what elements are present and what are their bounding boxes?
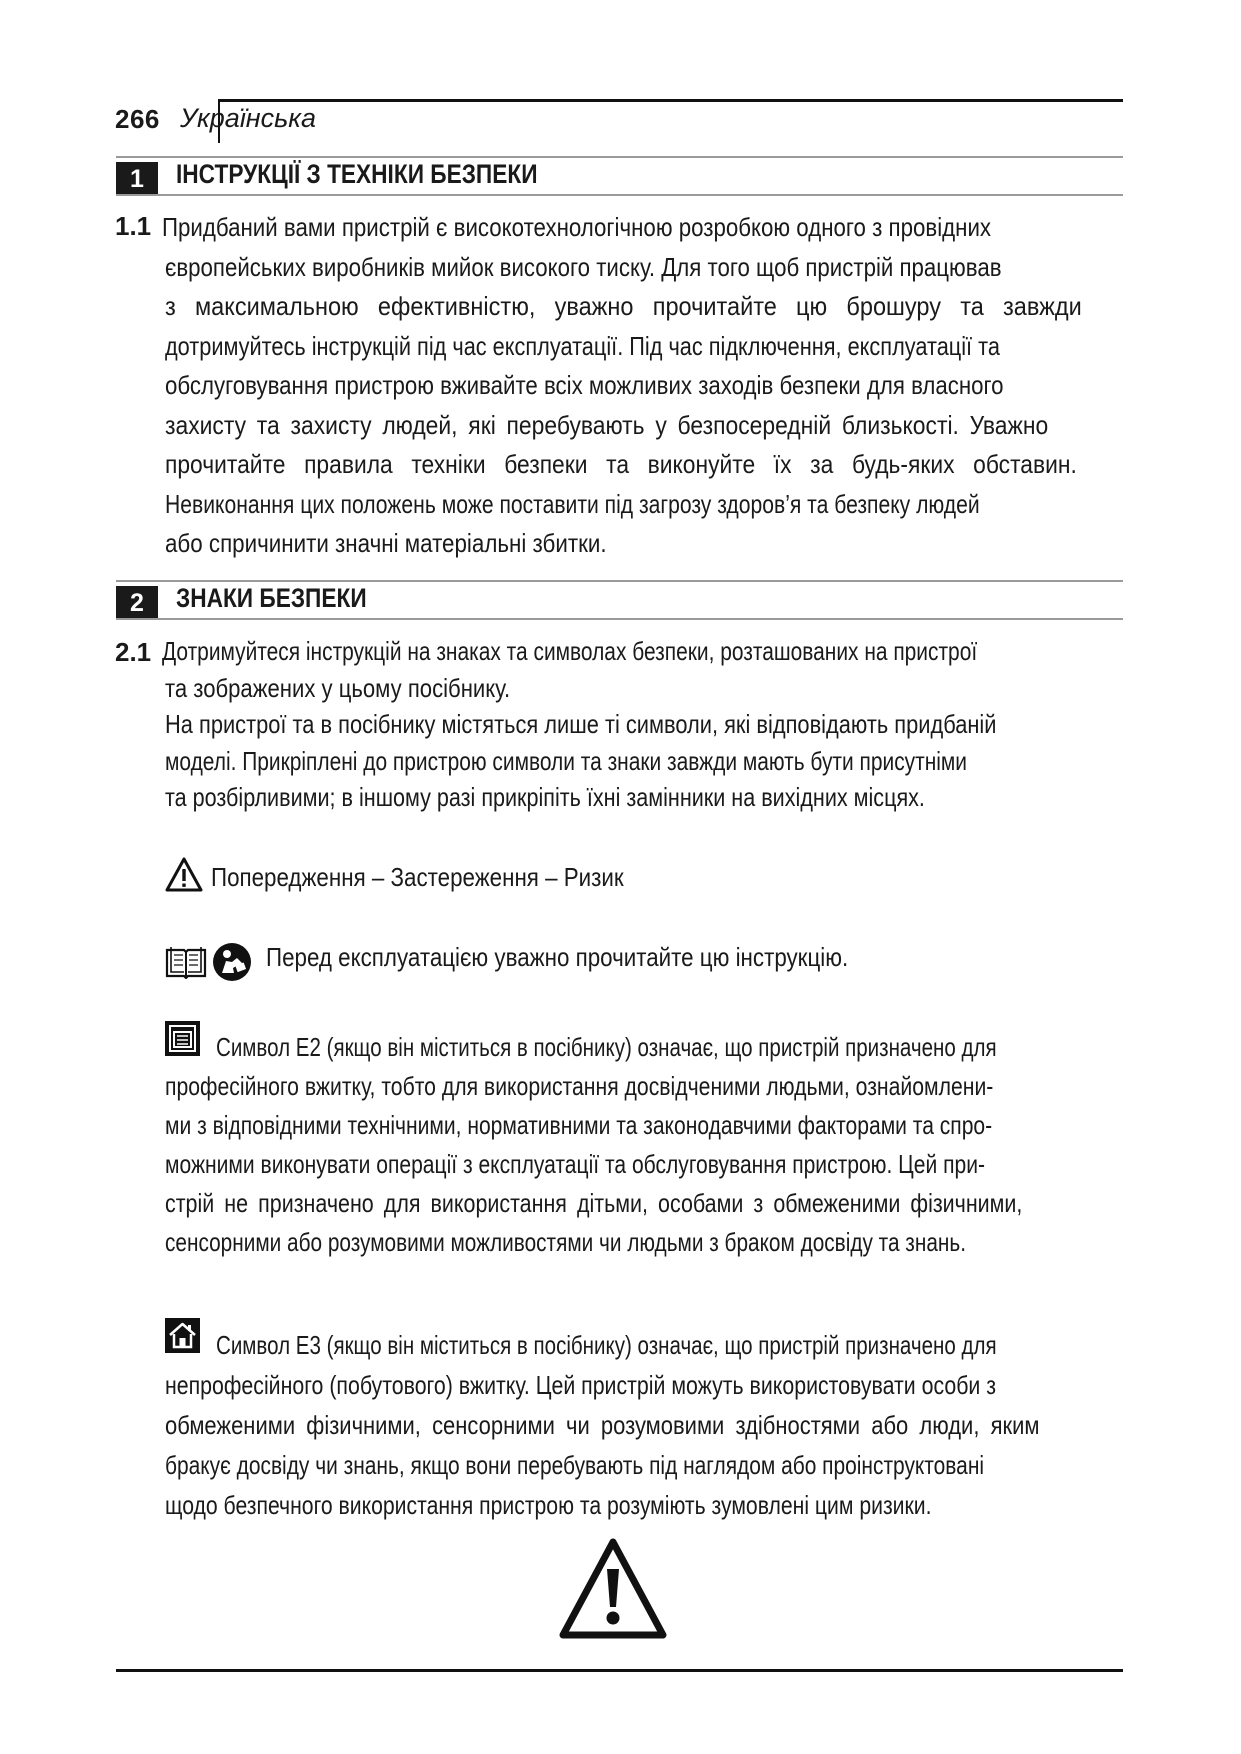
section-2-title: ЗНАКИ БЕЗПЕКИ <box>176 583 367 613</box>
section-1-title: ІНСТРУКЦІЇ З ТЕХНІКИ БЕЗПЕКИ <box>176 159 538 189</box>
section-2-heading <box>116 580 1123 620</box>
read-instructions-icon <box>212 942 252 982</box>
read-manual-text: Перед експлуатацією уважно прочитайте цю інструкцію. <box>266 942 849 972</box>
text-line: Дотримуйтеся інструкцій на знаках та символах безпеки, розташованих на пристрої <box>162 636 978 666</box>
text-line: стрій не призначено для використання дітьми, особами з обмеженими фізичними, <box>165 1188 1023 1218</box>
item-1-1-number: 1.1 <box>115 211 152 241</box>
text-line: Невиконання цих положень може поставити під загрозу здоров’я та безпеку людей <box>165 488 980 519</box>
text-line: або спричинити значні матеріальні збитки. <box>165 528 607 558</box>
text-line: професійного вжитку, тобто для використання досвідченими людьми, ознайомлени- <box>165 1071 994 1101</box>
text-line: дотримуйтесь інструкцій під час експлуатації. Під час підключення, експлуатації та <box>165 330 1000 361</box>
warning-symbol-text: Попередження – Застереження – Ризик <box>211 862 624 892</box>
text-line: захисту та захисту людей, які перебувають у безпосередній близькості. Уважно <box>165 409 1049 440</box>
text-line: Символ Е3 (якщо він міститься в посібнику) означає, що пристрій призначено для <box>216 1330 997 1360</box>
item-2-1-text <box>162 633 1122 816</box>
text-line: Символ Е2 (якщо він міститься в посібнику) означає, що пристрій призначено для <box>216 1032 997 1062</box>
e2-symbol-text <box>162 1028 1122 1262</box>
e3-symbol-text <box>162 1325 1122 1525</box>
text-line: ми з відповідними технічними, нормативними та законодавчими факторами та спро- <box>165 1110 993 1140</box>
text-line: непрофесійного (побутового) вжитку. Цей пристрій можуть використовувати особи з <box>165 1370 997 1400</box>
text-line: європейських виробників мийок високого тиску. Для того щоб пристрій працював <box>165 251 1002 282</box>
item-1-1-text <box>162 208 1122 564</box>
language-label: Українська <box>180 103 317 133</box>
text-line: з максимальною ефективністю, уважно прочитайте цю брошуру та завжди <box>165 291 1082 321</box>
text-line: та розбірливими; в іншому разі прикріпіть їхні замінники на вихідних місцях. <box>165 782 925 812</box>
text-line: можними виконувати операції з експлуатації та обслуговування пристрою. Цей при- <box>165 1149 985 1179</box>
text-line: моделі. Прикріплені до пристрою символи та знаки завжди мають бути присутніми <box>165 745 967 776</box>
text-line: Придбаний вами пристрій є високотехнологічною розробкою одного з провідних <box>162 212 992 242</box>
open-book-icon <box>164 945 208 979</box>
text-line: та зображених у цьому посібнику. <box>165 672 511 703</box>
footer-rule <box>116 1669 1123 1672</box>
header-rule <box>218 99 1123 102</box>
item-2-1-number: 2.1 <box>115 637 152 667</box>
section-2-number: 2 <box>116 586 158 618</box>
text-line: На пристрої та в посібнику містяться лише ті символи, які відповідають придбаній <box>165 709 997 739</box>
section-1-number: 1 <box>116 162 158 194</box>
text-line: сенсорними або розумовими можливостями чи людьми з браком досвіду та знань. <box>165 1227 966 1257</box>
text-line: прочитайте правила техніки безпеки та виконуйте їх за будь-яких обставин. <box>165 449 1077 479</box>
text-line: обслуговування пристрою вживайте всіх можливих заходів безпеки для власного <box>165 370 1004 400</box>
page-number: 266 <box>115 104 160 134</box>
warning-triangle-icon <box>165 857 203 892</box>
text-line: щодо безпечного використання пристрою та розуміють зумовлені цим ризики. <box>165 1490 932 1520</box>
text-line: бракує досвіду чи знань, якщо вони перебувають під наглядом або проінструктовані <box>165 1450 985 1480</box>
text-line: обмеженими фізичними, сенсорними чи розумовими здібностями або люди, яким <box>165 1410 1040 1440</box>
large-warning-triangle-icon <box>558 1537 668 1640</box>
section-1-heading <box>116 156 1123 196</box>
